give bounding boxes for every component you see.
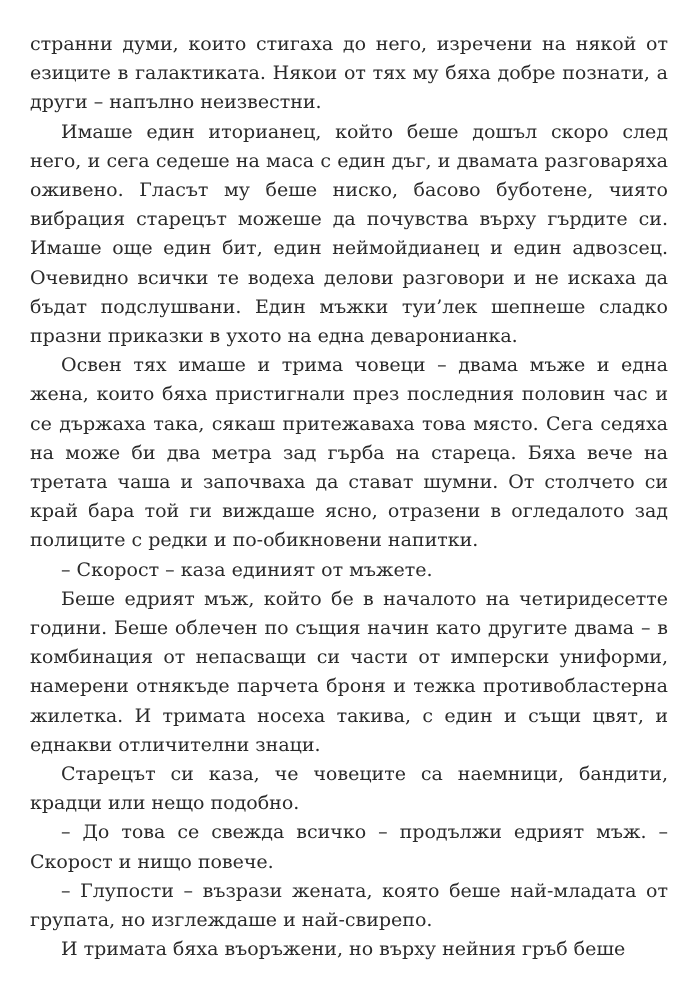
paragraph: Освен тях имаше и трима човеци – двама мъже и една жена, които бяха пристигнали през последния половин час и се държаха така, сякаш притежаваха това място. Сега седяха на може би два метра зад гърба на стареца. Бяха вече на третата чаша и започваха да стават шумни. От столчето си край бара той ги виждаше ясно, отразени в огледалото зад полиците с редки и по-обикновени напитки.	[30, 354, 668, 552]
paragraph: Старецът си каза, че човеците са наемници, бандити, крадци или нещо подобно.	[30, 763, 668, 815]
paragraph: странни думи, които стигаха до него, изречени на някой от езиците в галактиката. Някои от тях му бяха добре познати, а други – напълно неизвестни.	[30, 33, 668, 114]
paragraph: Беше едрият мъж, който бе в началото на четиридесетте години. Беше облечен по същия начин като другите двама – в комбинация от непасващи си части от имперски униформи, намерени отнякъде парчета броня и тежка противобластерна жилетка. И тримата носеха такива, с един и същи цвят, и еднакви отличителни знаци.	[30, 587, 668, 756]
paragraph: Имаше един иторианец, който беше дошъл скоро след него, и сега седеше на маса с един дъг, и двамата разговаряха оживено. Гласът му беше ниско, басово буботене, чиято вибрация старецът можеше да почувства върху гърдите си. Имаше още един бит, един неймойдианец и един адвозсец. Очевидно всички те водеха делови разговори и не искаха да бъдат подслушвани. Един мъжки туи’лек шепнеше сладко празни приказки в ухото на една деваронианка.	[30, 120, 668, 348]
paragraph: – Скорост – каза единият от мъжете.	[61, 558, 433, 581]
paragraph: И тримата бяха въоръжени, но върху нейния гръб беше	[61, 938, 626, 961]
page-body	[30, 30, 668, 965]
paragraph: – До това се свежда всичко – продължи едрият мъж. – Скорост и нищо повече.	[30, 821, 668, 873]
paragraph: – Глупости – възрази жената, която беше най-младата от групата, но изглеждаше и най-свирепо.	[30, 879, 668, 932]
